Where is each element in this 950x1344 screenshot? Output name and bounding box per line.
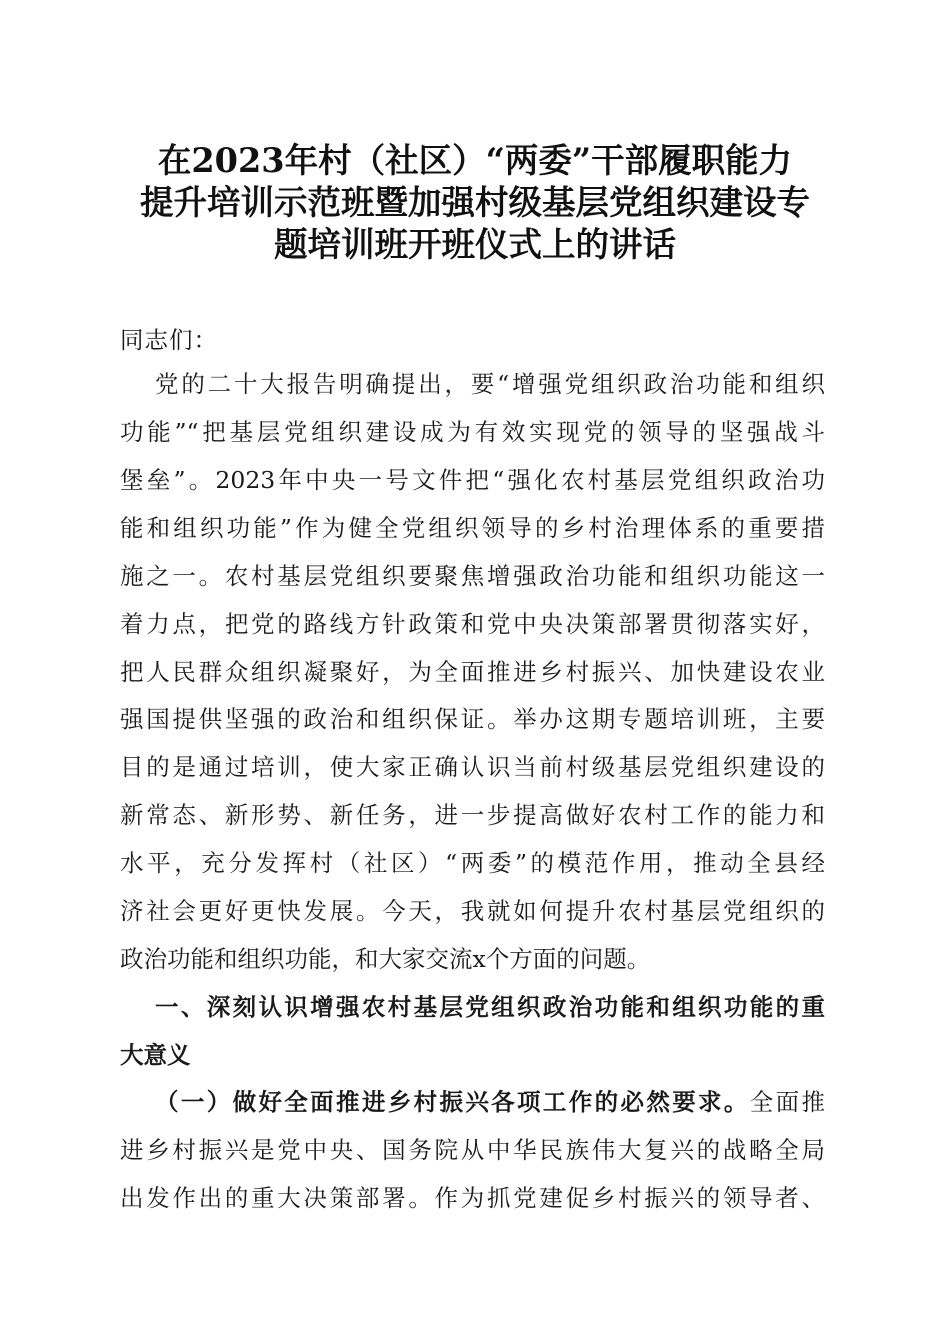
paragraph-line: 把人民群众组织凝聚好，为全面推进乡村振兴、加快建设农业 xyxy=(120,658,825,686)
paragraph-line: 能和组织功能”作为健全党组织领导的乡村治理体系的重要措 xyxy=(120,514,825,542)
paragraph-line: 功能”“把基层党组织建设成为有效实现党的领导的坚强战斗 xyxy=(120,418,825,446)
paragraph-line: 出发作出的重大决策部署。作为抓党建促乡村振兴的领导者、 xyxy=(120,1184,825,1212)
subsection-heading: （一）做好全面推进乡村振兴各项工作的必然要求。 xyxy=(155,1088,750,1116)
paragraph-line: 进乡村振兴是党中央、国务院从中华民族伟大复兴的战略全局 xyxy=(120,1136,825,1164)
subsection-text: 全面推 xyxy=(749,1088,826,1116)
paragraph-line xyxy=(120,1082,825,1122)
paragraph-line: 党的二十大报告明确提出，要“增强党组织政治功能和组织 xyxy=(155,370,825,398)
paragraph-line: 水平，充分发挥村（社区）“两委”的模范作用，推动全县经 xyxy=(120,849,825,877)
document-title xyxy=(110,140,840,266)
paragraph-line: 新常态、新形势、新任务，进一步提高做好农村工作的能力和 xyxy=(120,801,825,829)
paragraph-line: 目的是通过培训，使大家正确认识当前村级基层党组织建设的 xyxy=(120,753,825,781)
paragraph-line: 施之一。农村基层党组织要聚焦增强政治功能和组织功能这一 xyxy=(120,562,825,590)
title-line: 提升培训示范班暨加强村级基层党组织建设专 xyxy=(140,183,810,222)
paragraph-line: 着力点，把党的路线方针政策和党中央决策部署贯彻落实好， xyxy=(120,610,825,638)
paragraph-line: 济社会更好更快发展。今天，我就如何提升农村基层党组织的 xyxy=(120,897,825,925)
section-heading-line: 一、深刻认识增强农村基层党组织政治功能和组织功能的重 xyxy=(155,993,825,1021)
paragraph-line: 强国提供坚强的政治和组织保证。举办这期专题培训班，主要 xyxy=(120,705,825,733)
paragraph-line: 堡垒”。2023年中央一号文件把“强化农村基层党组织政治功 xyxy=(120,466,825,494)
salutation: 同志们： xyxy=(120,326,218,354)
paragraph-line: 政治功能和组织功能，和大家交流x个方面的问题。 xyxy=(120,945,651,973)
title-line: 在2023年村（社区）“两委”干部履职能力 xyxy=(157,141,793,180)
title-line: 题培训班开班仪式上的讲话 xyxy=(274,225,676,264)
section-heading-line: 大意义 xyxy=(120,1041,191,1069)
